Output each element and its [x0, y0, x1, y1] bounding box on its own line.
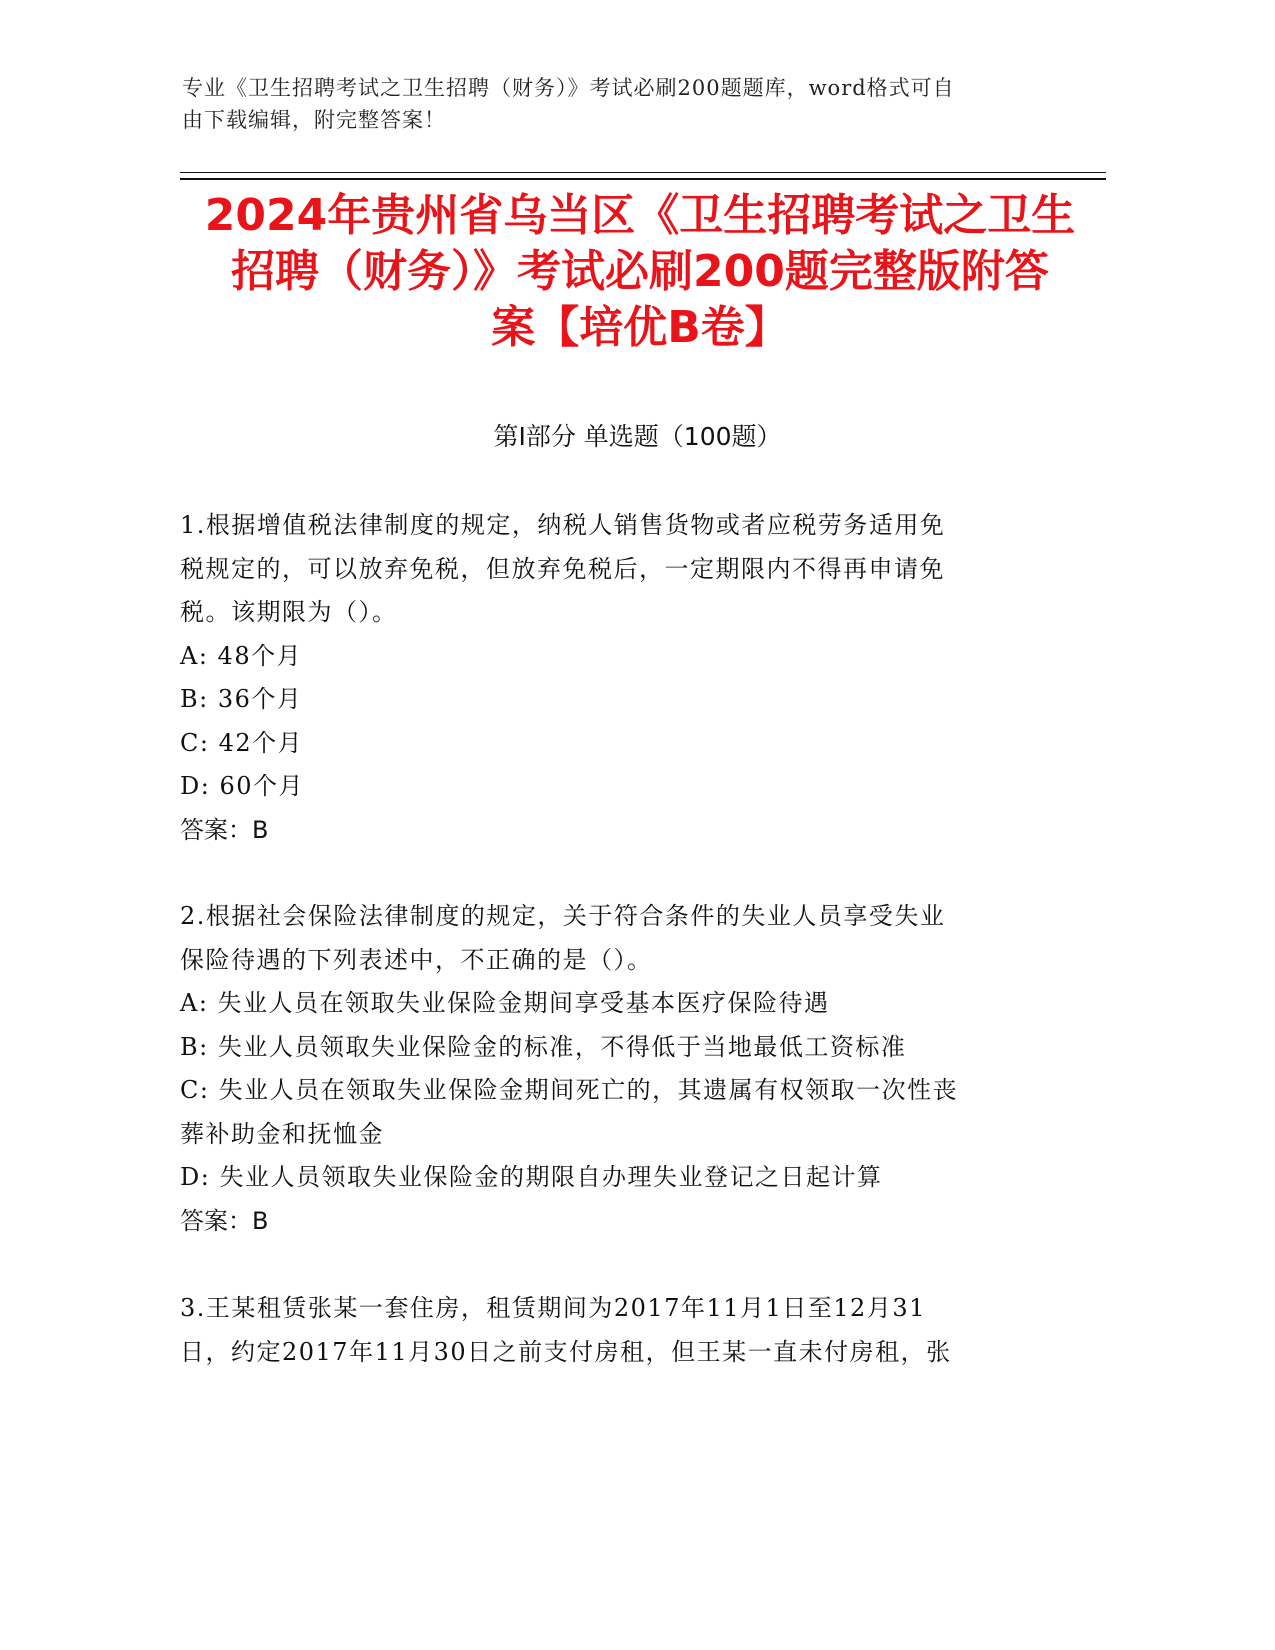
title-line-1: 2024年贵州省乌当区《卫生招聘考试之卫生 — [204, 190, 1076, 241]
header-note-line-2: 由下载编辑，附完整答案！ — [182, 108, 446, 132]
question-stem-line: 税。该期限为（）。 — [180, 598, 398, 626]
header-divider-thin — [180, 172, 1106, 173]
header-note-line-1: 专业《卫生招聘考试之卫生招聘（财务）》考试必刷200题题库，word格式可自 — [182, 76, 955, 100]
header-note — [182, 72, 1062, 136]
option-b: B: 失业人员领取失业保险金的标准，不得低于当地最低工资标准 — [180, 1032, 907, 1061]
question-stem-line: 3.王某租赁张某一套住房，租赁期间为2017年11月1日至12月31 — [180, 1294, 926, 1322]
answer-line: 答案：B — [180, 815, 269, 844]
section-title: 第Ⅰ部分 单选题（100题） — [493, 422, 782, 451]
question-stem-line: 日，约定2017年11月30日之前支付房租，但王某一直未付房租，张 — [180, 1337, 952, 1366]
option-b: B: 36个月 — [180, 685, 303, 713]
header-divider-thick — [180, 178, 1106, 180]
title-line-3: 案【培优B卷】 — [491, 302, 789, 353]
option-d: D: 60个月 — [180, 772, 304, 800]
option-c: C: 42个月 — [180, 728, 304, 757]
title-line-2: 招聘（财务）》考试必刷200题完整版附答 — [231, 246, 1049, 297]
question-stem-line: 保险待遇的下列表述中，不正确的是（）。 — [180, 945, 653, 974]
question-1 — [180, 504, 1060, 852]
answer-line: 答案：B — [180, 1206, 269, 1235]
question-stem-line: 2.根据社会保险法律制度的规定，关于符合条件的失业人员享受失业 — [180, 902, 946, 930]
option-d: D: 失业人员领取失业保险金的期限自办理失业登记之日起计算 — [180, 1163, 883, 1191]
question-stem-line: 1.根据增值税法律制度的规定，纳税人销售货物或者应税劳务适用免 — [180, 511, 946, 539]
option-a: A: 失业人员在领取失业保险金期间享受基本医疗保险待遇 — [180, 989, 830, 1017]
document-title — [140, 188, 1140, 356]
question-3 — [180, 1287, 1060, 1374]
option-c: C: 失业人员在领取失业保险金期间死亡的，其遗属有权领取一次性丧 — [180, 1076, 959, 1104]
option-c-continued: 葬补助金和抚恤金 — [180, 1119, 384, 1148]
option-a: A: 48个月 — [180, 641, 303, 670]
question-stem-line: 税规定的，可以放弃免税，但放弃免税后，一定期限内不得再申请免 — [180, 554, 945, 583]
question-2 — [180, 895, 1060, 1243]
